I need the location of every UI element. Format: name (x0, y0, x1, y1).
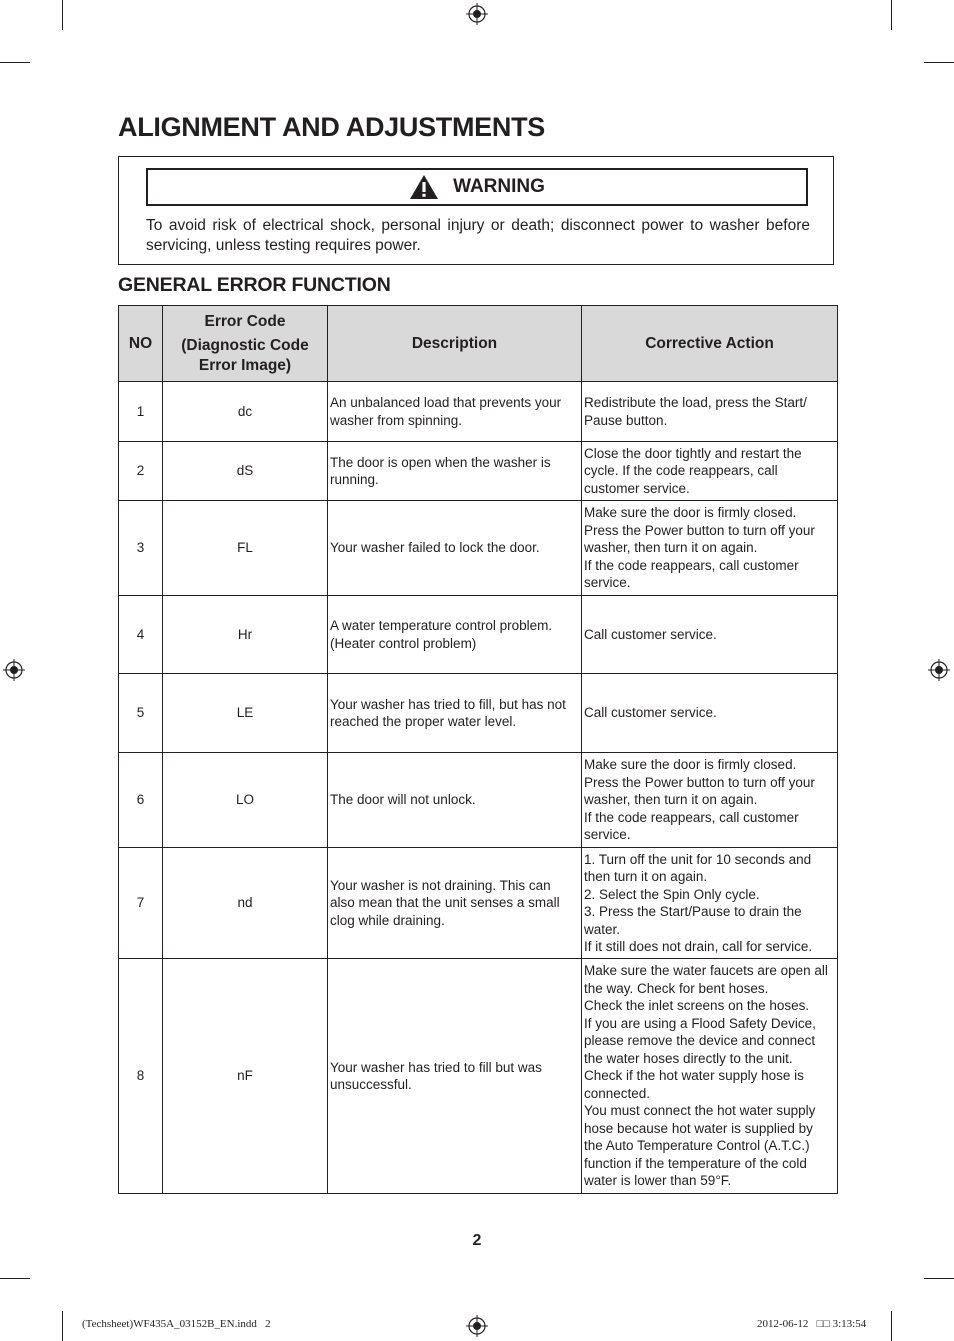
registration-mark-icon (466, 3, 488, 25)
action-line: If it still does not drain, call for service. (584, 939, 813, 954)
row-description: An unbalanced load that prevents your washer from spinning. (328, 382, 582, 442)
error-code: LE (163, 674, 328, 753)
row-corrective-action (582, 753, 838, 848)
header-error-code (163, 306, 328, 382)
row-number: 7 (119, 848, 163, 959)
crop-mark (924, 1278, 954, 1279)
action-line: Call customer service. (584, 626, 717, 642)
action-line: Check if the hot water supply hose is connected. (584, 1068, 804, 1101)
row-corrective-action (582, 442, 838, 501)
table-row (119, 501, 838, 596)
row-description: A water temperature control problem. (Heater control problem) (328, 596, 582, 674)
action-line: Call customer service. (584, 705, 717, 721)
row-description: Your washer has tried to fill but was unsuccessful. (328, 959, 582, 1194)
error-code: LO (163, 753, 328, 848)
row-corrective-action (582, 848, 838, 959)
error-code: dc (163, 382, 328, 442)
row-description: Your washer has tried to fill, but has not reached the proper water level. (328, 674, 582, 753)
row-description: The door is open when the washer is running. (328, 442, 582, 501)
header-error-code-line2: (Diagnostic Code Error Image) (181, 336, 309, 374)
action-line: Make sure the door is firmly closed. (584, 505, 797, 521)
error-code: nF (163, 959, 328, 1194)
table-row (119, 959, 838, 1194)
crop-mark (891, 0, 892, 30)
registration-mark-icon (928, 659, 950, 681)
error-code: Hr (163, 596, 328, 674)
page-number: 2 (472, 1232, 482, 1249)
table-row (119, 848, 838, 959)
registration-mark-icon (466, 1315, 488, 1337)
row-description: Your washer is not draining. This can also mean that the unit senses a small clog while draining. (328, 848, 582, 959)
crop-mark (0, 62, 30, 63)
error-code: nd (163, 848, 328, 959)
crop-mark (0, 1278, 30, 1279)
crop-mark (62, 1311, 63, 1341)
error-code-table (118, 305, 838, 1194)
action-line: 1. Turn off the unit for 10 seconds and then turn it on again. (584, 851, 812, 884)
registration-mark-icon (3, 659, 25, 681)
row-corrective-action (582, 959, 838, 1194)
action-line: Press the Power button to turn off your washer, then turn it on again. (584, 522, 815, 556)
row-number: 1 (119, 382, 163, 442)
row-description: Your washer failed to lock the door. (328, 501, 582, 596)
error-code: FL (163, 501, 328, 596)
action-line: 2. Select the Spin Only cycle. (584, 886, 760, 902)
crop-mark (62, 0, 63, 30)
action-line: If the code reappears, call customer service. (584, 557, 799, 591)
row-corrective-action (582, 596, 838, 674)
row-number: 4 (119, 596, 163, 674)
table-row (119, 596, 838, 674)
action-line: If you are using a Flood Safety Device, please remove the device and connect the water hoses directly to the unit. (584, 1015, 816, 1066)
row-number: 2 (119, 442, 163, 501)
action-line: Check the inlet screens on the hoses. (584, 998, 810, 1014)
warning-box (118, 156, 834, 265)
action-line: If the code reappears, call customer service. (584, 809, 799, 843)
action-line: Make sure the door is firmly closed. (584, 757, 797, 773)
header-corrective-action: Corrective Action (582, 306, 838, 382)
page-title: ALIGNMENT AND ADJUSTMENTS (118, 112, 545, 142)
crop-mark (891, 1311, 892, 1341)
warning-heading-text: WARNING (453, 176, 545, 197)
action-line: Press the Power button to turn off your washer, then turn it on again. (584, 774, 815, 808)
file-slug: (Techsheet)WF435A_03152B_EN.indd 2 (82, 1318, 271, 1330)
table-row (119, 442, 838, 501)
warning-text: To avoid risk of electrical shock, personal injury or death; disconnect power to washer before servicing, unless testing requires power. (146, 217, 810, 254)
action-line: You must connect the hot water supply hose because hot water is supplied by the Auto Temperature Control (A.T.C.) function if the temperature of the cold water is lower than 59°F. (584, 1103, 816, 1189)
error-code: dS (163, 442, 328, 501)
row-corrective-action (582, 674, 838, 753)
timestamp-slug: 2012-06-12 □□ 3:13:54 (757, 1318, 867, 1330)
action-line: Redistribute the load, press the Start/ Pause button. (584, 395, 807, 428)
action-line: Make sure the water faucets are open all the way. Check for bent hoses. (584, 963, 828, 996)
warning-triangle-icon (409, 174, 439, 200)
header-no: NO (119, 306, 163, 382)
row-number: 8 (119, 959, 163, 1194)
header-error-code-line1: Error Code (204, 312, 286, 330)
row-number: 5 (119, 674, 163, 753)
row-corrective-action (582, 382, 838, 442)
row-description: The door will not unlock. (328, 753, 582, 848)
crop-mark (924, 62, 954, 63)
warning-heading (146, 168, 808, 206)
table-row (119, 753, 838, 848)
table-row (119, 674, 838, 753)
section-title: GENERAL ERROR FUNCTION (118, 274, 391, 296)
header-description: Description (328, 306, 582, 382)
row-number: 6 (119, 753, 163, 848)
action-line: Close the door tightly and restart the cycle. If the code reappears, call customer service. (584, 445, 802, 496)
row-number: 3 (119, 501, 163, 596)
action-line: 3. Press the Start/Pause to drain the water. (584, 904, 802, 937)
table-header-row (119, 306, 838, 382)
table-row (119, 382, 838, 442)
row-corrective-action (582, 501, 838, 596)
